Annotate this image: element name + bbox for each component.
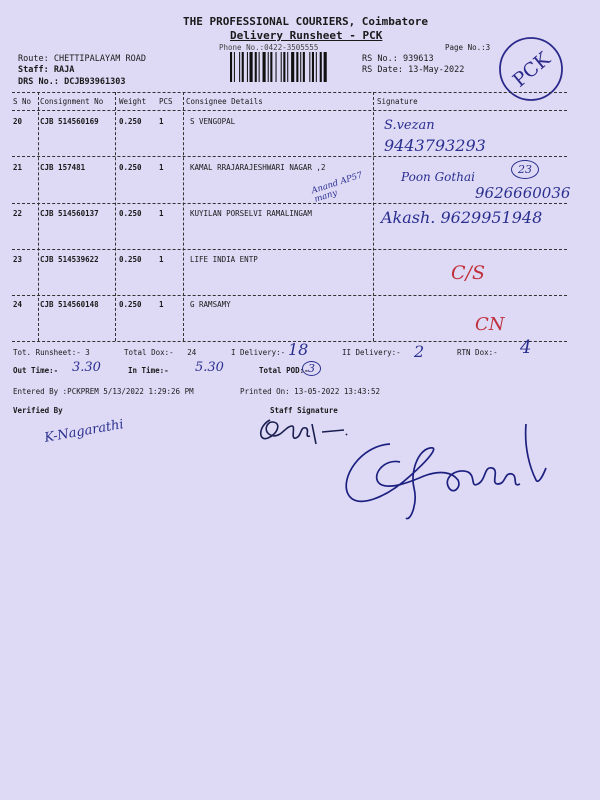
total-dox-value: 24 (187, 348, 197, 357)
table-row-weight: 0.250 (119, 255, 142, 264)
ii-delivery-value: 2 (414, 342, 425, 361)
staff-line (18, 65, 74, 75)
table-row-consignee: KUYILAN PORSELVI RAMALINGAM (190, 209, 312, 218)
verified-signature: K-Nagarathi (43, 417, 125, 446)
col-header-pcs: PCS (159, 97, 173, 106)
row-divider (12, 295, 567, 296)
table-row-consignee: G RAMSAMY (190, 300, 231, 309)
col-divider (373, 92, 374, 341)
table-row-pcs: 1 (159, 300, 164, 309)
table-row-consignment: CJB 514560137 (40, 209, 99, 218)
table-row-pcs: 1 (159, 255, 164, 264)
rs-date-value: 13-May-2022 (408, 65, 465, 75)
company-title: THE PROFESSIONAL COURIERS, Coimbatore (183, 15, 429, 28)
col-divider (183, 92, 184, 341)
handwritten-circled-number: 23 (511, 160, 539, 179)
rs-date-label: RS Date: (362, 65, 403, 75)
tot-runsheet-value: 3 (85, 348, 90, 357)
i-delivery-value: 18 (288, 340, 309, 359)
authorized-signature-scribble (340, 418, 555, 526)
entered-by: Entered By :PCKPREM 5/13/2022 1:29:26 PM (13, 387, 194, 396)
table-header-rule (12, 110, 567, 111)
total-dox (124, 348, 196, 357)
drs-label: DRS No.: (18, 77, 59, 87)
tot-runsheet (13, 348, 90, 357)
table-row-weight: 0.250 (119, 163, 142, 172)
drs-value: DCJB93961303 (64, 77, 126, 87)
table-row-consignment: CJB 514560148 (40, 300, 99, 309)
table-row-pcs: 1 (159, 163, 164, 172)
table-row-weight: 0.250 (119, 209, 142, 218)
in-time-label: In Time:- (128, 366, 169, 375)
staff-signature-label: Staff Signature (270, 406, 338, 415)
table-row-consignment: CJB 514560169 (40, 117, 99, 126)
in-time-value: 5.30 (195, 360, 224, 375)
row-divider (12, 156, 567, 157)
table-row-consignee: LIFE INDIA ENTP (190, 255, 258, 264)
col-divider (115, 92, 116, 341)
col-divider (38, 92, 39, 341)
table-row-sno: 20 (13, 117, 23, 126)
table-row-weight: 0.250 (119, 300, 142, 309)
staff-value: RAJA (53, 65, 75, 75)
table-row-pcs: 1 (159, 209, 164, 218)
runsheet-subtitle: Delivery Runsheet - PCK (230, 29, 383, 42)
rs-no-label: RS No.: (362, 54, 398, 64)
rs-no-value: 939613 (402, 54, 434, 64)
verified-by-label: Verified By (13, 406, 63, 415)
handwritten-phone: 9443793293 (384, 136, 486, 155)
tot-runsheet-label: Tot. Runsheet:- (13, 348, 81, 357)
total-pod-value: 3 (302, 361, 321, 376)
row-divider (12, 203, 567, 204)
route-line (18, 54, 146, 64)
handwritten-phone: 9626660036 (475, 184, 571, 202)
staff-signature-scribble (252, 414, 352, 450)
page-number: Page No.:3 (445, 43, 491, 52)
handwritten-status-mark: C/S (451, 262, 485, 284)
table-row-consignee: KAMAL RRAJARAJESHWARI NAGAR ,2 (190, 163, 326, 172)
table-row-weight: 0.250 (119, 117, 142, 126)
table-row-consignee: S VENGOPAL (190, 117, 236, 126)
table-row-sno: 22 (13, 209, 23, 218)
handwritten-signature: Poon Gothai (401, 170, 475, 184)
table-row-pcs: 1 (159, 117, 164, 126)
rs-date (362, 65, 464, 75)
staff-label: Staff: (18, 65, 49, 75)
svg-text:PCK: PCK (508, 47, 555, 92)
rs-number (362, 54, 434, 64)
rtn-dox-value: 4 (520, 337, 532, 358)
printed-on: Printed On: 13-05-2022 13:43:52 (240, 387, 380, 396)
handwritten-note: Anand AP57 many (310, 170, 364, 205)
barcode (230, 52, 355, 82)
route-label: Route: (18, 54, 49, 64)
col-header-consignee: Consignee Details (186, 97, 263, 106)
col-header-weight: Weight (119, 97, 147, 106)
row-divider (12, 249, 567, 250)
table-row-sno: 21 (13, 163, 23, 172)
handwritten-signature: Akash. 9629951948 (381, 208, 543, 227)
drs-line (18, 77, 126, 87)
i-delivery-label: I Delivery:- (231, 348, 286, 357)
table-row-consignment: CJB 157481 (40, 163, 86, 172)
table-top-rule (12, 92, 567, 93)
out-time-value: 3.30 (72, 360, 101, 375)
phone-number: Phone No.:0422-3505555 (219, 43, 319, 52)
table-row-consignment: CJB 514539622 (40, 255, 99, 264)
table-row-sno: 24 (13, 300, 23, 309)
total-dox-label: Total Dox:- (124, 348, 174, 357)
handwritten-status-mark: CN (475, 314, 505, 335)
table-row-sno: 23 (13, 255, 23, 264)
ii-delivery-label: II Delivery:- (342, 348, 401, 357)
rtn-dox-label: RTN Dox:- (457, 348, 498, 357)
handwritten-signature: S.vezan (384, 118, 435, 133)
out-time-label: Out Time:- (13, 366, 59, 375)
col-header-signature: Signature (377, 97, 418, 106)
route-value: CHETTIPALAYAM ROAD (53, 54, 146, 64)
col-header-consignment: Consignment No (40, 97, 104, 106)
col-header-sno: S No (13, 97, 32, 106)
total-pod-label: Total POD:- (259, 366, 309, 375)
